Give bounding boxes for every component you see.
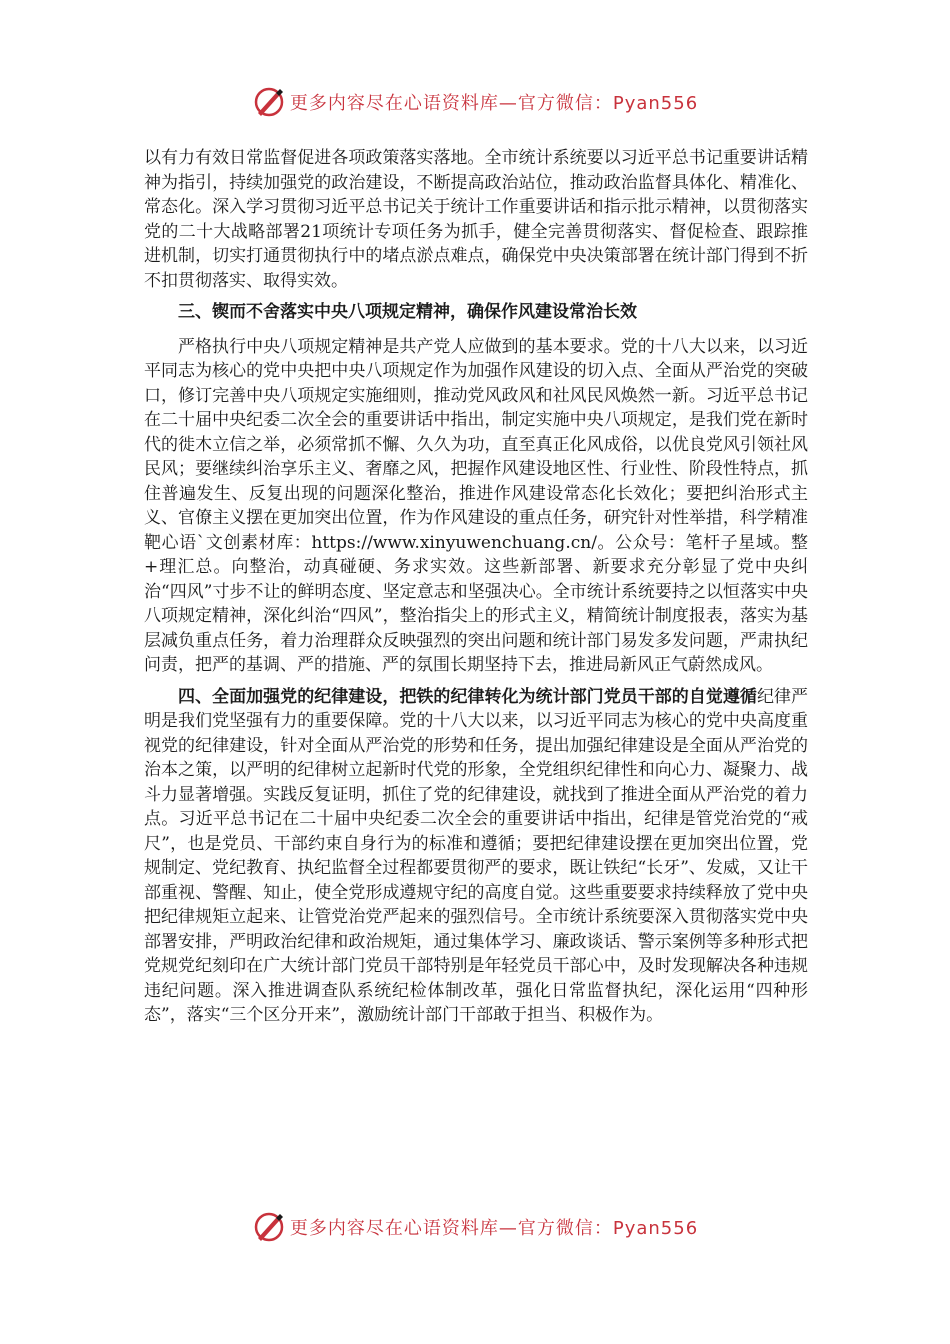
pen-logo-icon [252,85,286,119]
paragraph-text: 纪律严明是我们党坚强有力的重要保障。党的十八大以来，以习近平同志为核心的党中央高度重视党的纪律建设，针对全面从严治党的形势和任务，提出加强纪律建设是全面从严治党的治本之策，以严明的纪律树立起新时代党的形象，全党组织纪律性和向心力、凝聚力、战斗力显著增强。实践反复证明，抓住了党的纪律建设，就找到了推进全面从严治党的着力点。习近平总书记在二十届中央纪委二次全会的重要讲话中指出，纪律是管党治党的“戒尺”，也是党员、干部约束自身行为的标准和遵循；要把纪律建设摆在更加突出位置，党规制定、党纪教育、执纪监督全过程都要贯彻严的要求，既让铁纪“长牙”、发威，又让干部重视、警醒、知止，使全党形成遵规守纪的高度自觉。这些重要要求持续释放了党中央把纪律规矩立起来、让管党治党严起来的强烈信号。全市统计系统要深入贯彻落实党中央部署安排，严明政治纪律和政治规矩，通过集体学习、廉政谈话、警示案例等多种形式把党规党纪刻印在广大统计部门党员干部特别是年轻党员干部心中，及时发现解决各种违规违纪问题。深入推进调查队系统纪检体制改革，强化日常监督执纪，深化运用“四种形态”，落实“三个区分开来”，激励统计部门干部敢于担当、积极作为。 [144,686,809,1025]
pen-logo-icon [252,1210,286,1244]
paragraph: 以有力有效日常监督促进各项政策落实落地。全市统计系统要以习近平总书记重要讲话精神为指引，持续加强党的政治建设，不断提高政治站位，推动政治监督具体化、精准化、常态化。深入学习贯彻习近平总书记关于统计工作重要讲话和指示批示精神，以贯彻落实党的二十大战略部署21项统计专项任务为抓手，健全完善贯彻落实、督促检查、跟踪推进机制，切实打通贯彻执行中的堵点淤点难点，确保党中央决策部署在统计部门得到不折不扣贯彻落实、取得实效。 [144,148,808,291]
header-banner [0,82,950,122]
banner-text: 更多内容尽在心语资料库—官方微信：Pyan556 [289,1218,699,1239]
paragraph: 严格执行中央八项规定精神是共产党人应做到的基本要求。党的十八大以来，以习近平同志为核心的党中央把中央八项规定作为加强作风建设的切入点、全面从严治党的突破口，修订完善中央八项规定实施细则，推动党风政风和社风民风焕然一新。习近平总书记在二十届中央纪委二次全会的重要讲话中指出，制定实施中央八项规定，是我们党在新时代的徙木立信之举，必须常抓不懈、久久为功，直至真正化风成俗，以优良党风引领社风民风；要继续纠治享乐主义、奢靡之风，把握作风建设地区性、行业性、阶段性特点，抓住普遍发生、反复出现的问题深化整治，推进作风建设常态化长效化；要把纠治形式主义、官僚主义摆在更加突出位置，作为作风建设的重点任务，研究针对性举措，科学精准靶心语`文创素材库：https://www.xinyuwenchuang.cn/。公众号：笔杆子星域。整+理汇总。向整治，动真碰硬、务求实效。这些新部署、新要求充分彰显了党中央纠治“四风”寸步不让的鲜明态度、坚定意志和坚强决心。全市统计系统要持之以恒落实中央八项规定精神，深化纠治“四风”，整治指尖上的形式主义，精简统计制度报表，落实为基层减负重点任务，着力治理群众反映强烈的突出问题和统计部门易发多发问题，严肃执纪问责，把严的基调、严的措施、严的氛围长期坚持下去，推进局新风正气蔚然成风。 [144,336,808,675]
banner-text: 更多内容尽在心语资料库—官方微信：Pyan556 [289,93,699,114]
section-4-paragraph [144,685,808,1028]
section-heading-4: 四、全面加强党的纪律建设，把铁的纪律转化为统计部门党员干部的自觉遵循 [178,686,757,707]
document-body [144,146,808,1028]
section-heading-3: 三、锲而不舍落实中央八项规定精神，确保作风建设常治长效 [178,302,637,322]
footer-banner [0,1207,950,1247]
